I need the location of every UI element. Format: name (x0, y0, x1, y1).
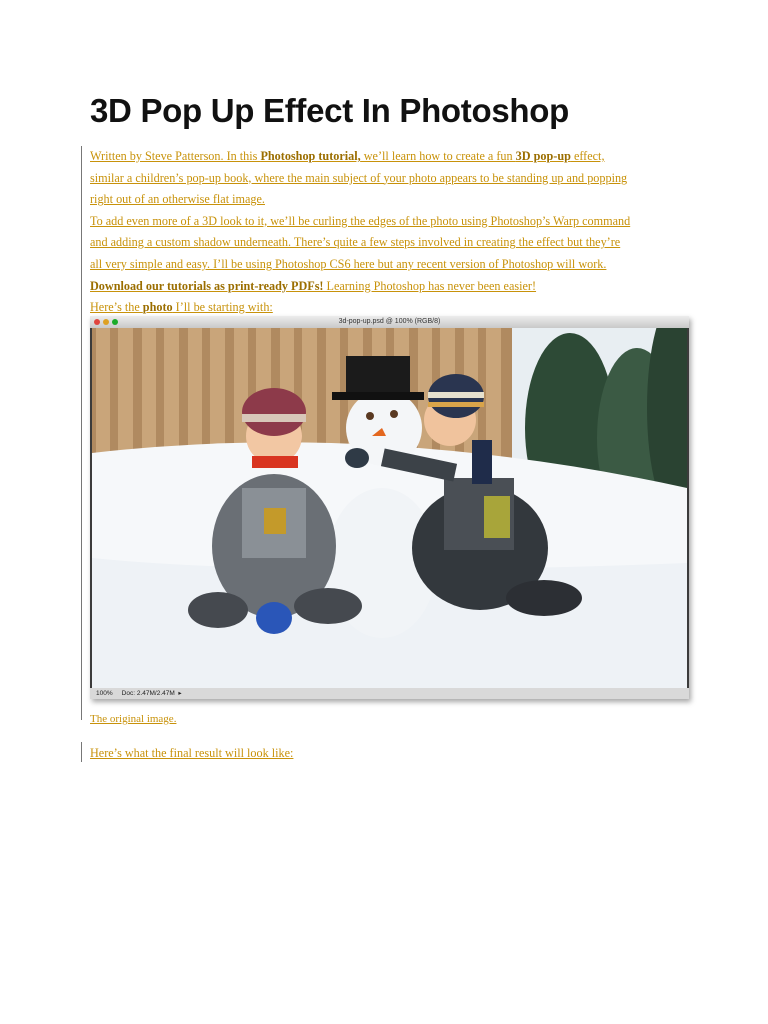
pdf-download-line[interactable] (90, 276, 710, 298)
minimize-icon (103, 319, 109, 325)
zoom-level[interactable]: 100% (96, 690, 113, 697)
intro-line-1[interactable] (90, 146, 710, 168)
zoom-icon (112, 319, 118, 325)
pdf-download-text: Learning Photoshop has never been easier! (323, 278, 537, 293)
page-title: 3D Pop Up Effect In Photoshop (90, 92, 569, 129)
pdf-download-link[interactable]: Download our tutorials as print-ready PDFs! (90, 278, 324, 293)
warp-line-3[interactable]: all very simple and easy. I’ll be using Photoshop CS6 here but any recent version of Photoshop will work. (90, 256, 607, 271)
image-caption[interactable]: The original image. (90, 713, 177, 725)
photo-intro-text: Here’s the (90, 300, 143, 315)
intro-line-2[interactable]: similar a children’s pop-up book, where the main subject of your photo appears to be standing up and popping (90, 170, 628, 185)
intro-text-2: we’ll learn how to create a fun (360, 149, 516, 163)
intro-text: Written by Steve Patterson. In this (90, 149, 261, 163)
photo-intro-text-2: I’ll be starting with: (172, 300, 273, 315)
photoshop-tutorial-link[interactable]: Photoshop tutorial, (260, 149, 361, 163)
window-title: 3d-pop-up.psd @ 100% (RGB/8) (338, 318, 441, 325)
status-bar (90, 688, 689, 699)
photo-illustration (92, 328, 687, 688)
3d-pop-up-link[interactable]: 3D pop-up (515, 149, 571, 163)
snowman-photo (92, 328, 687, 688)
photoshop-window-screenshot (90, 316, 689, 699)
window-controls (94, 319, 118, 325)
status-menu-arrow-icon[interactable]: ▸ (178, 690, 182, 697)
photo-link[interactable]: photo (142, 300, 173, 315)
warp-line-2[interactable]: and adding a custom shadow underneath. There’s quite a few steps involved in creating the effect but they’re (90, 235, 621, 250)
doc-size: Doc: 2.47M/2.47M (121, 690, 175, 697)
close-icon (94, 319, 100, 325)
final-result-line[interactable]: Here’s what the final result will look like: (81, 742, 293, 762)
window-titlebar (90, 316, 689, 328)
warp-line-1[interactable]: To add even more of a 3D look to it, we’ll be curling the edges of the photo using Photoshop’s Warp command (90, 213, 631, 228)
intro-text-3: effect, (570, 149, 605, 163)
intro-line-3[interactable]: right out of an otherwise flat image. (90, 192, 265, 207)
